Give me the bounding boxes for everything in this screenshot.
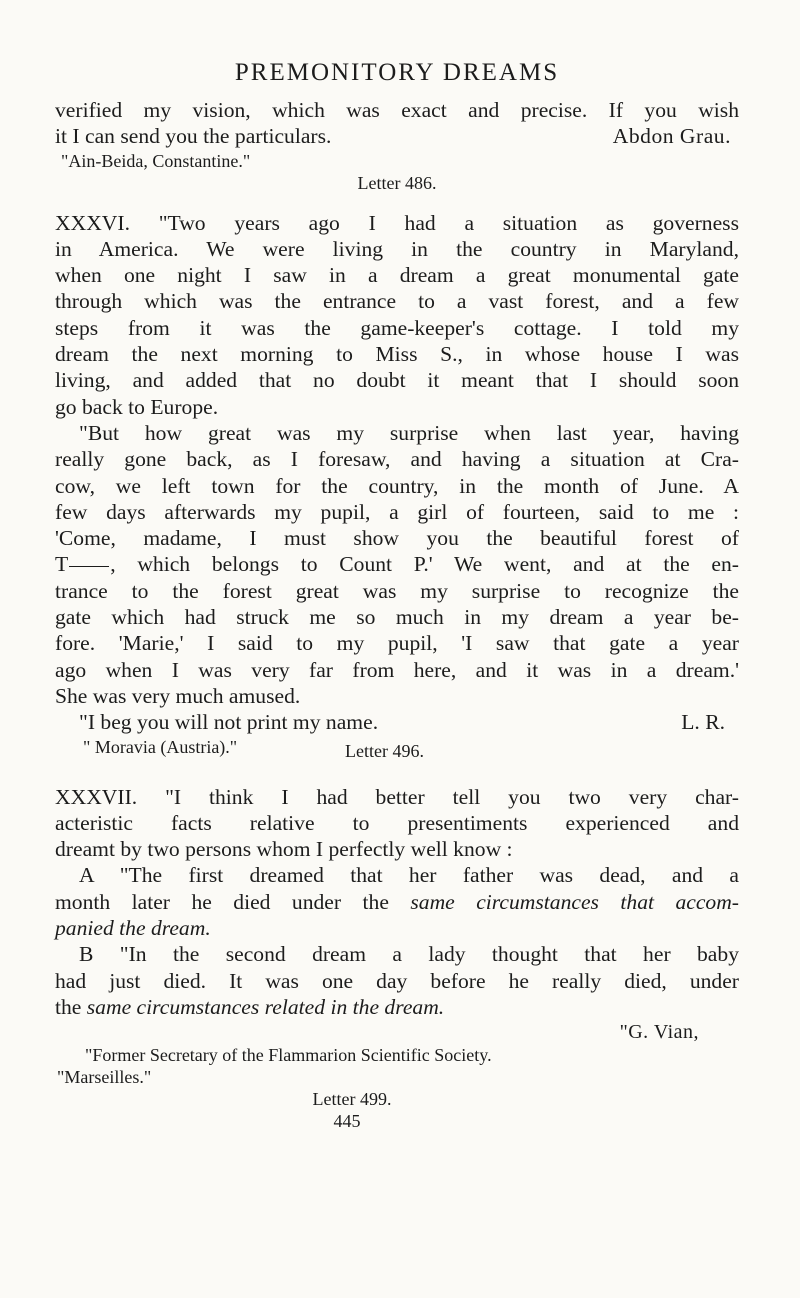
text-line: dream the next morning to Miss S., in whose house I was bbox=[55, 342, 739, 367]
address-row bbox=[55, 736, 739, 761]
text-line: steps from it was the game-keeper's cottage. I told my bbox=[55, 315, 739, 340]
text-line: XXXVI. "Two years ago I had a situation as governess bbox=[55, 210, 739, 235]
address-line: "Ain-Beida, Constantine." bbox=[61, 150, 251, 171]
letter-reference: Letter 499. bbox=[312, 1089, 392, 1110]
letter-reference: Letter 496. bbox=[345, 740, 424, 761]
text-line: acteristic facts relative to presentiments experienced and bbox=[55, 810, 739, 835]
text-line: through which was the entrance to a vast forest, and a few bbox=[55, 289, 739, 314]
text-line: panied the dream. bbox=[55, 916, 211, 941]
text-line: fore. 'Marie,' I said to my pupil, 'I saw that gate a year bbox=[55, 631, 739, 656]
signature-g-vian: "G. Vian, bbox=[619, 1021, 699, 1044]
text-line: the same circumstances related in the dream. bbox=[55, 994, 445, 1019]
block-grau bbox=[55, 97, 739, 194]
blank-dash bbox=[69, 566, 109, 567]
text-line: trance to the forest great was my surprise to recognize the bbox=[55, 578, 739, 603]
text-line: it I can send you the particulars. bbox=[55, 124, 332, 149]
text-line: living, and added that no doubt it meant that I should soon bbox=[55, 368, 739, 393]
signature-line bbox=[55, 709, 739, 735]
letter-reference: Letter 486. bbox=[357, 172, 437, 193]
text-line: T , which belongs to Count P.' We went, and at the en- bbox=[55, 552, 739, 577]
text-line: 'Come, madame, I must show you the beautiful forest of bbox=[55, 526, 739, 551]
block-xxxvi bbox=[55, 210, 739, 784]
text-line: "But how great was my surprise when last year, having bbox=[79, 420, 739, 445]
page bbox=[55, 58, 739, 1132]
text-line: verified my vision, which was exact and precise. If you wish bbox=[55, 98, 739, 122]
text-line: go back to Europe. bbox=[55, 394, 219, 419]
text-line: gate which had struck me so much in my dream a year be- bbox=[55, 605, 739, 630]
text-line: really gone back, as I foresaw, and having a situation at Cra- bbox=[55, 447, 739, 472]
text-line: B "In the second dream a lady thought that her baby bbox=[79, 942, 739, 967]
page-number: 445 bbox=[333, 1111, 361, 1132]
text-line: XXXVII. "I think I had better tell you two very char- bbox=[55, 784, 739, 809]
signature-line bbox=[55, 123, 739, 149]
signature-lr: L. R. bbox=[681, 710, 725, 735]
running-head: PREMONITORY DREAMS bbox=[234, 59, 560, 86]
text-line: cow, we left town for the country, in the month of June. A bbox=[55, 473, 739, 498]
text-line: month later he died under the same circumstances that accom- bbox=[55, 889, 739, 914]
block-xxxvii bbox=[55, 784, 739, 1133]
text-line: dreamt by two persons whom I perfectly well know : bbox=[55, 837, 513, 862]
text-line: had just died. It was one day before he really died, under bbox=[55, 968, 739, 993]
text-line: when one night I saw in a dream a great monumental gate bbox=[55, 263, 739, 288]
signature-abdon-grau: Abdon Grau. bbox=[612, 124, 731, 149]
address-line: " Moravia (Austria)." bbox=[83, 736, 238, 757]
text-line: in America. We were living in the country in Maryland, bbox=[55, 236, 739, 261]
text-line: ago when I was very far from here, and it was in a dream.' bbox=[55, 657, 739, 682]
text-line: few days afterwards my pupil, a girl of fourteen, said to me : bbox=[55, 499, 739, 524]
text-line: "I beg you will not print my name. bbox=[79, 710, 379, 735]
text-line: A "The first dreamed that her father was dead, and a bbox=[79, 863, 739, 888]
signature-title: "Former Secretary of the Flammarion Scientific Society. bbox=[85, 1045, 492, 1066]
address-line: "Marseilles." bbox=[57, 1067, 152, 1088]
text-line: She was very much amused. bbox=[55, 683, 301, 708]
